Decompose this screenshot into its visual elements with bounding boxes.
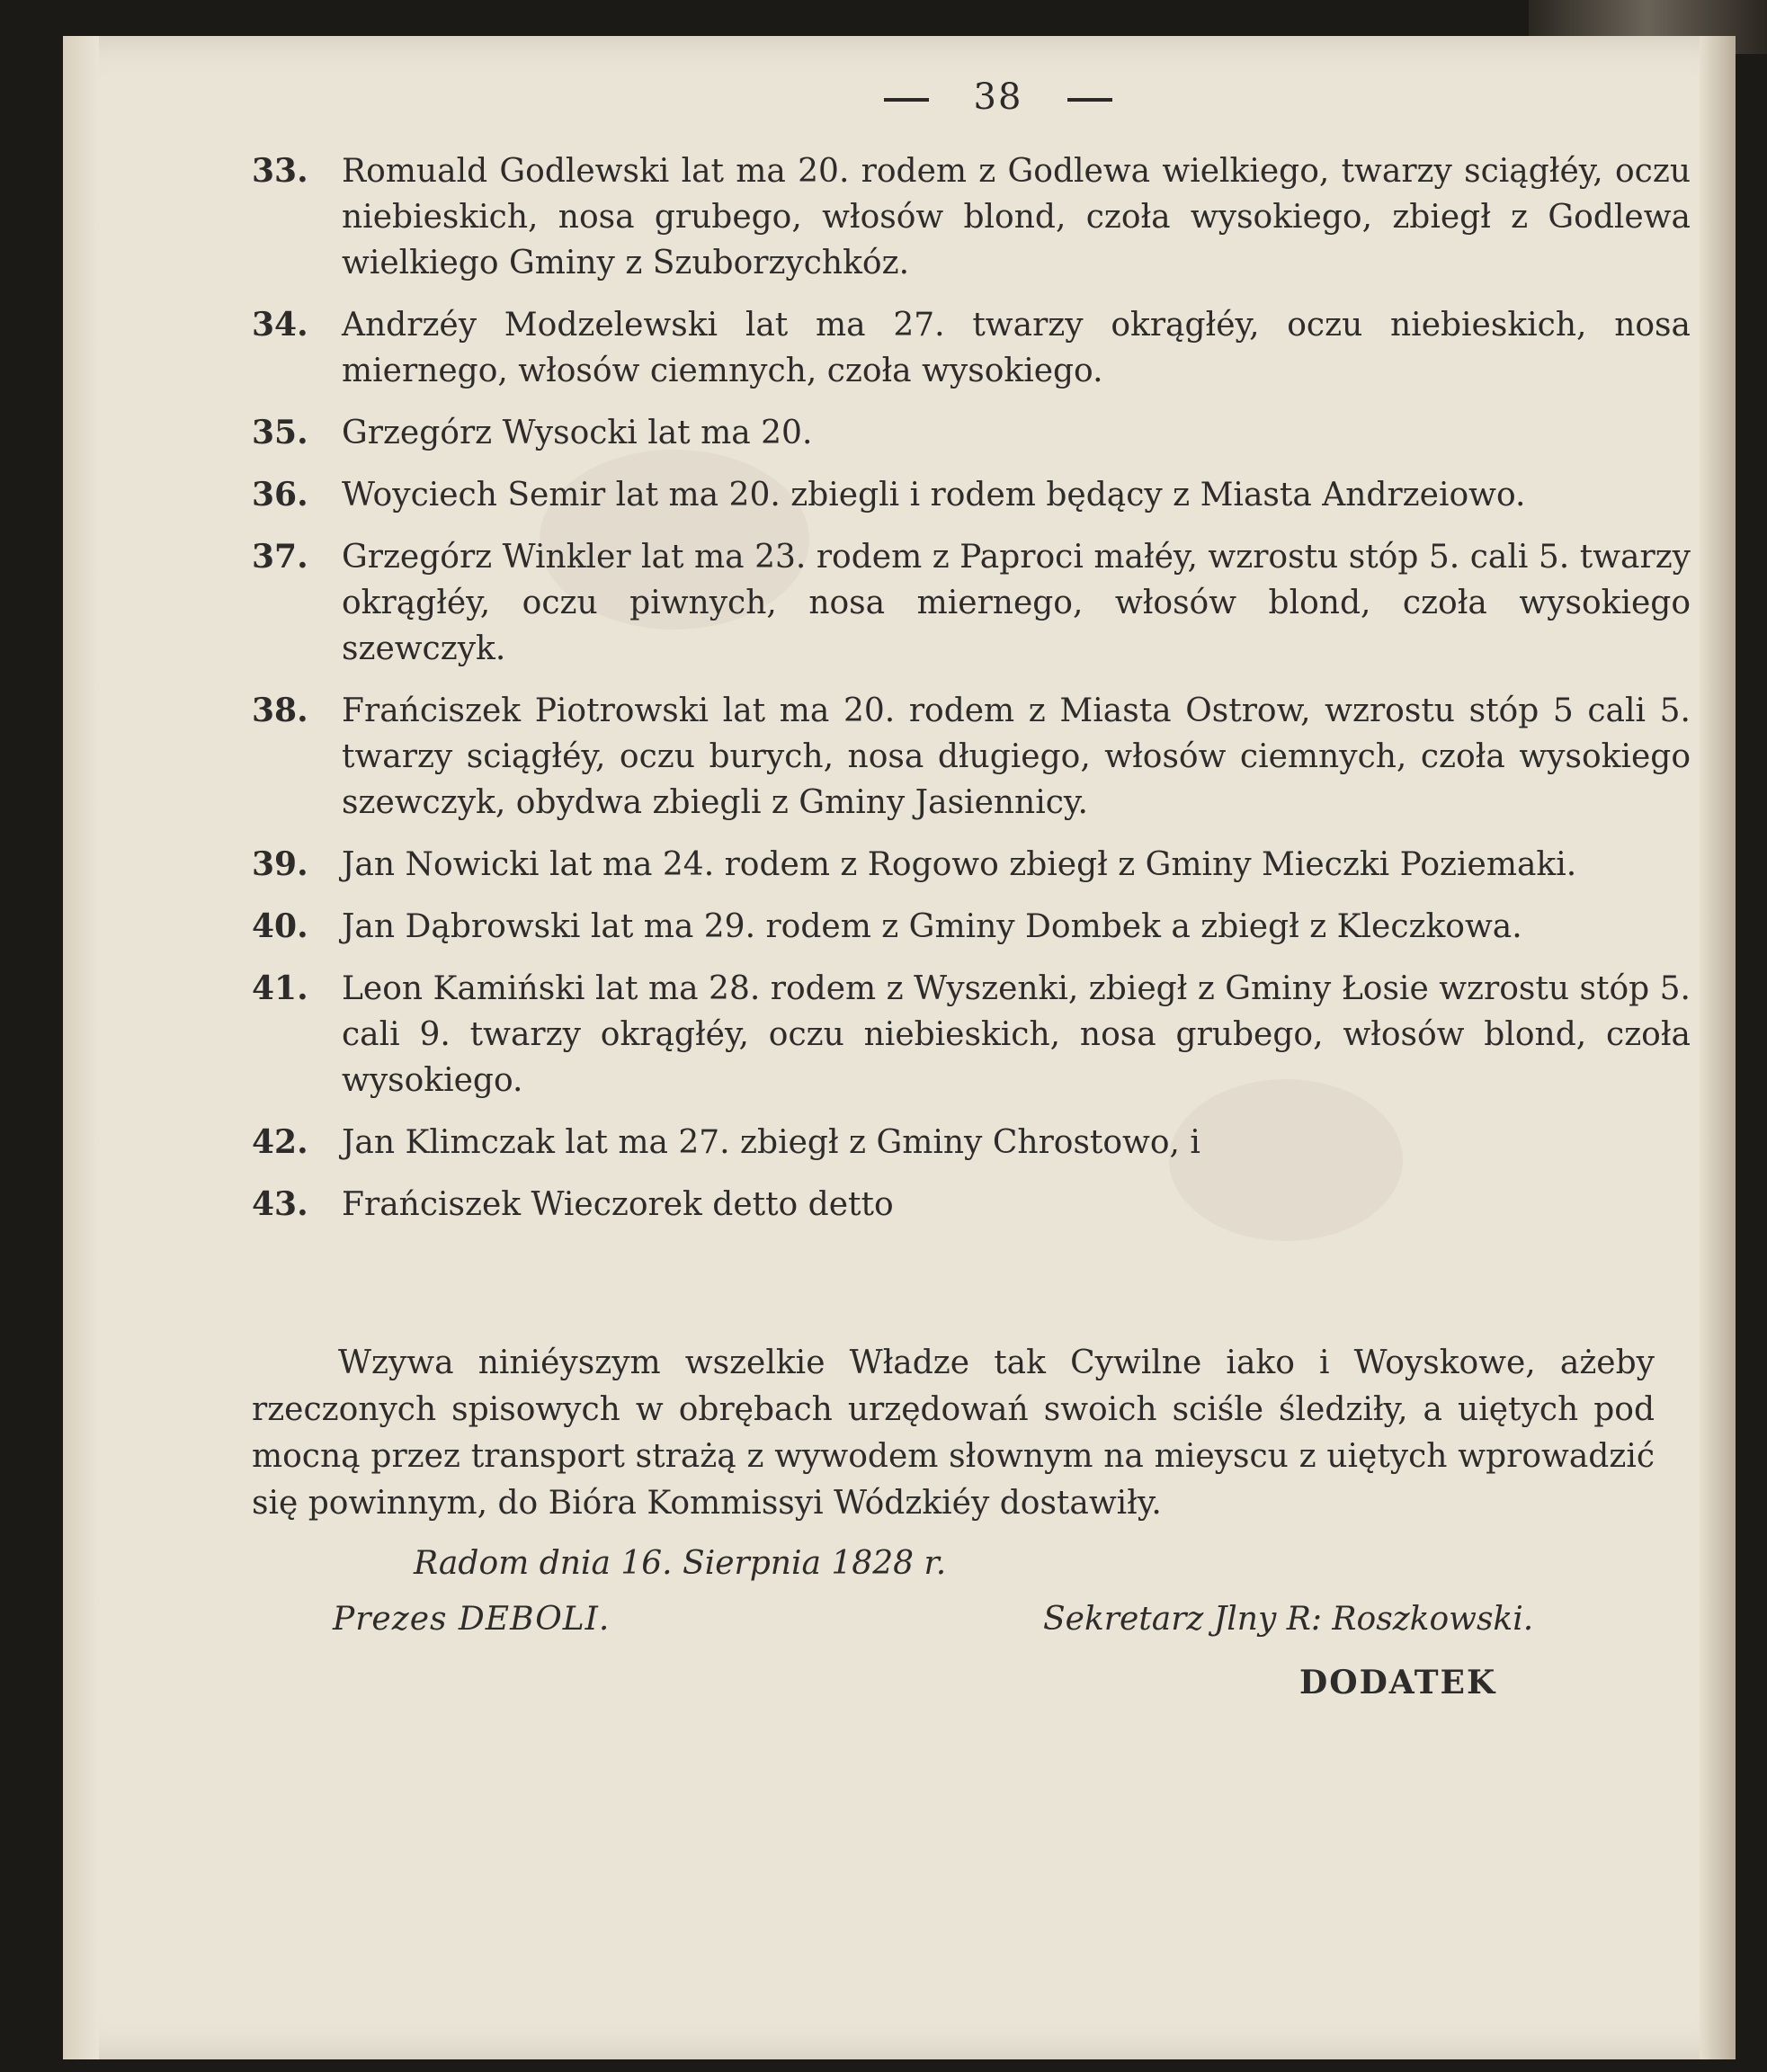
list-item xyxy=(252,842,1691,888)
entry-number: 37. xyxy=(252,538,308,576)
list-item xyxy=(252,148,1691,286)
list-item xyxy=(252,472,1691,518)
list-item xyxy=(252,966,1691,1103)
closing-paragraph: Wzywa niniéyszym wszelkie Władze tak Cywilne iako i Woyskowe, ażeby rzeczonych spisowych w obrębach urzędowań swoich sciśle śledziły, a uiętych pod mocną przez transport strażą z wywodem słownym na mieyscu z uiętych wprowadzić się powinnym, do Bióra Kommissyi Wódzkiéy dostawiły. xyxy=(252,1344,1655,1522)
entry-number: 36. xyxy=(252,476,308,514)
entry-number: 43. xyxy=(252,1185,308,1223)
entry-number: 40. xyxy=(252,907,308,945)
entry-number: 33. xyxy=(252,152,308,190)
list-item xyxy=(252,688,1691,826)
list-item xyxy=(252,904,1691,950)
president-signature: Prezes DEBOLI. xyxy=(333,1601,611,1638)
entry-text: Frańciszek Piotrowski lat ma 20. rodem z Miasta Ostrow, wzrostu stóp 5 cali 5. twarzy sciągłéy, oczu burych, nosa długiego, włosów ciemnych, czoła wysokiego szewczyk, obydwa zbiegli z Gminy Jasiennicy. xyxy=(342,692,1691,821)
entries-list xyxy=(252,148,1691,1244)
entry-number: 42. xyxy=(252,1123,308,1161)
entry-text: Grzegórz Wysocki lat ma 20. xyxy=(342,415,813,451)
entry-number: 38. xyxy=(252,692,308,729)
page-outer-edge xyxy=(1700,36,1736,2059)
list-item xyxy=(252,1182,1691,1228)
entry-text: Romuald Godlewski lat ma 20. rodem z Godlewa wielkiego, twarzy sciągłéy, oczu niebieskich, nosa grubego, włosów blond, czoła wysokiego, zbiegł z Godlewa wielkiego Gminy z Szuborzychkóz. xyxy=(342,153,1691,281)
entry-number: 34. xyxy=(252,306,308,344)
entry-number: 39. xyxy=(252,845,308,883)
secretary-signature: Sekretarz Jlny R: Roszkowski. xyxy=(1043,1601,1534,1638)
page-binding-edge xyxy=(63,36,99,2059)
entry-number: 41. xyxy=(252,969,308,1007)
appendix-heading: DODATEK xyxy=(1299,1664,1497,1701)
list-item xyxy=(252,534,1691,672)
page-header xyxy=(809,76,1187,121)
entry-number: 35. xyxy=(252,414,308,451)
dateline: Radom dnia 16. Sierpnia 1828 r. xyxy=(414,1545,947,1582)
entry-text: Leon Kamiński lat ma 28. rodem z Wyszenki, zbiegł z Gminy Łosie wzrostu stóp 5. cali 9. twarzy okrągłéy, oczu niebieskich, nosa grubego, włosów blond, czoła wysokiego. xyxy=(342,970,1691,1099)
list-item xyxy=(252,1120,1691,1166)
entry-text: Frańciszek Wieczorek detto detto xyxy=(342,1186,894,1223)
entry-text: Jan Dąbrowski lat ma 29. rodem z Gminy Dombek a zbiegł z Kleczkowa. xyxy=(342,908,1522,945)
entry-text: Andrzéy Modzelewski lat ma 27. twarzy okrągłéy, oczu niebieskich, nosa miernego, włosów ciemnych, czoła wysokiego. xyxy=(342,307,1691,389)
entry-text: Jan Klimczak lat ma 27. zbiegł z Gminy Chrostowo, i xyxy=(342,1124,1200,1161)
header-dash-left xyxy=(884,98,929,102)
header-dash-right xyxy=(1067,98,1112,102)
list-item xyxy=(252,302,1691,394)
page-number: 38 xyxy=(973,76,1023,118)
entry-text: Grzegórz Winkler lat ma 23. rodem z Paproci małéy, wzrostu stóp 5. cali 5. twarzy okrągłéy, oczu piwnych, nosa miernego, włosów blond, czoła wysokiego szewczyk. xyxy=(342,539,1691,667)
list-item xyxy=(252,410,1691,456)
entry-text: Woyciech Semir lat ma 20. zbiegli i rodem będący z Miasta Andrzeiowo. xyxy=(342,477,1526,514)
entry-text: Jan Nowicki lat ma 24. rodem z Rogowo zbiegł z Gminy Mieczki Poziemaki. xyxy=(342,846,1577,883)
